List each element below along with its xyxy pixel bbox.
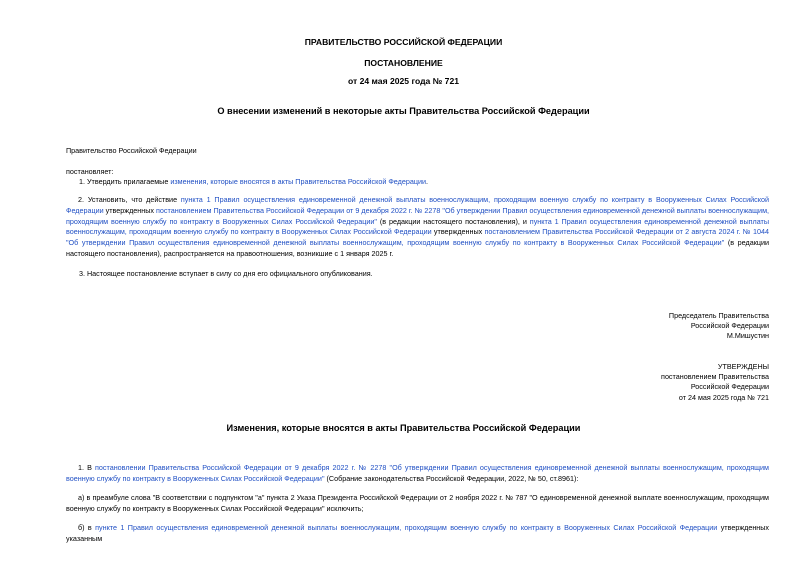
decree-2278-link[interactable]: постановлением Правительства Российской Федерации от 9 декабря 2022 г. № 2278 "Об утверждении Правил осуществления единовременной денежной выплаты военнослужащим, проходящим военную службу по контракту в Вооруженных Силах Российской Федерации" (66, 205, 770, 226)
changes-link[interactable]: изменения, которые вносятся в акты Правительства Российской Федерации (170, 177, 426, 186)
paragraph-3: 3. Настоящее постановление вступает в силу со дня его официального опубликования. (79, 269, 373, 278)
approval-country: Российской Федерации (690, 382, 769, 392)
annex-item-1-text-a: 1. В (78, 463, 96, 472)
annex-item-b-text-a: б) в (78, 523, 96, 532)
approval-date: от 24 мая 2025 года № 721 (678, 392, 769, 402)
annex-item-b (66, 523, 769, 545)
decree-word: постановляет: (66, 167, 114, 176)
paragraph-1 (79, 177, 428, 187)
annex-title: Изменения, которые вносятся в акты Правительства Российской Федерации (226, 423, 581, 433)
approval-word: УТВЕРЖДЕНЫ (717, 362, 769, 371)
paragraph-2-text-a: 2. Установить, что действие (78, 195, 181, 204)
annex-decree-2278-link[interactable]: постановлении Правительства Российской Федерации от 9 декабря 2022 г. № 2278 "Об утверждении Правил осуществления единовременной денежной выплаты военнослужащим, проходящим военную службу по контракту в Вооруженных Силах Российской Федерации" (66, 463, 769, 483)
annex-item-1-text-b: (Собрание законодательства Российской Федерации, 2022, № 50, ст.8961): (324, 473, 579, 483)
signature-country: Российской Федерации (690, 321, 769, 331)
paragraph-1-end: . (425, 177, 428, 186)
approval-block (661, 362, 769, 403)
approval-by: постановлением Правительства (661, 372, 769, 382)
decree-1044-link[interactable]: постановлением Правительства Российской Федерации от 2 августа 2024 г. № 1044 "Об утверждении Правил осуществления единовременной денежной выплаты военнослужащим, проходящим военную службу по контракту в Вооруженных Силах Российской Федерации" (66, 227, 769, 248)
signature-block (669, 311, 769, 342)
paragraph-1-text: 1. Утвердить прилагаемые (79, 177, 171, 186)
document-title: О внесении изменений в некоторые акты Правительства Российской Федерации (217, 106, 590, 116)
paragraph-2-text-d: утвержденных (431, 227, 485, 237)
rules-2278-point-link[interactable]: пункта 1 Правил осуществления единовременной денежной выплаты военнослужащим, проходящим военную службу по контракту в Вооруженных Силах Российской Федерации (66, 195, 769, 215)
annex-item-1 (66, 463, 769, 485)
paragraph-2-text-b: утвержденных (103, 205, 157, 215)
annex-rules-point-link[interactable]: пункте 1 Правил осуществления единовременной денежной выплаты военнослужащим, проходящим военную службу по контракту в Вооруженных Силах Российской Федерации (95, 523, 718, 532)
annex-item-b-text-b: утвержденных указанным (66, 523, 770, 543)
paragraph-2 (66, 195, 769, 260)
paragraph-2-text-e: (в редакции настоящего постановления), распространяется на правоотношения, возникшие с 1 января 2025 г. (66, 238, 769, 258)
signature-name: М.Мишустин (726, 331, 769, 341)
annex-item-a: а) в преамбуле слова "В соответствии с подпунктом "а" пункта 2 Указа Президента Российской Федерации от 2 ноября 2022 г. № 787 "О единовременной денежной выплате военнослужащим, проходящим военную службу по контракту в Вооруженных Силах Российской Федерации" исключить; (66, 493, 769, 513)
intro-text: Правительство Российской Федерации (66, 146, 197, 155)
rules-1044-point-link[interactable]: пункта 1 Правил осуществления единовременной денежной выплаты военнослужащим, проходящим военную службу по контракту в Вооруженных Силах Российской Федерации (66, 216, 769, 237)
paragraph-2-text-c: (в редакции настоящего постановления), и (376, 216, 530, 226)
signature-position: Председатель Правительства (668, 311, 769, 320)
document-type: ПОСТАНОВЛЕНИЕ (364, 58, 443, 68)
document-date: от 24 мая 2025 года № 721 (347, 76, 460, 86)
government-heading: ПРАВИТЕЛЬСТВО РОССИЙСКОЙ ФЕДЕРАЦИИ (304, 37, 503, 47)
